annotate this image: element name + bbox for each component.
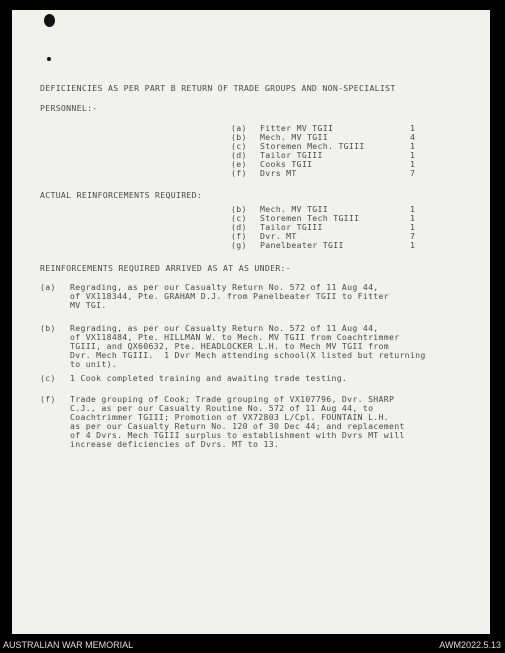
punch-hole-mark (44, 14, 55, 27)
list-item-trade: Fitter MV TGII (260, 123, 334, 133)
para-a-line: Regrading, as per our Casualty Return No. 572 of 11 Aug 44, (70, 282, 379, 292)
list-item-letter: (c) (231, 213, 247, 223)
list-item-trade: Dvrs MT (260, 168, 297, 178)
list-item-letter: (b) (231, 204, 247, 214)
list-item-qty: 1 (410, 222, 416, 232)
para-b-line: of VX118484, Pte. HILLMAN W. to Mech. MV TGII from Coachtrimmer (70, 332, 400, 342)
list-item-trade: Storemen Tech TGIII (260, 213, 360, 223)
para-a-line: of VX118344, Pte. GRAHAM D.J. from Panelbeater TGII to Fitter (70, 291, 389, 301)
para-c-letter: (c) (40, 373, 56, 383)
list-item-qty: 1 (410, 159, 416, 169)
list-item-qty: 1 (410, 240, 416, 250)
list-item-trade: Cooks TGII (260, 159, 313, 169)
para-a-line: MV TGI. (70, 300, 107, 310)
pencil-arrow-mark (47, 57, 51, 61)
list-item-letter: (d) (231, 222, 247, 232)
list-item-letter: (a) (231, 123, 247, 133)
list-item-letter: (d) (231, 150, 247, 160)
para-f-line: Coachtrimmer TGIII; Promotion of VX72803 L/Cpl. FOUNTAIN L.H. (70, 412, 389, 422)
para-f-line: as per our Casualty Return No. 120 of 30 Dec 44; and replacement (70, 421, 405, 431)
list-item-letter: (f) (231, 231, 247, 241)
heading-actual-reinforcements: ACTUAL REINFORCEMENTS REQUIRED: (40, 190, 203, 200)
para-c-line: 1 Cook completed training and awaiting trade testing. (70, 373, 348, 383)
footer-credit: AUSTRALIAN WAR MEMORIAL (3, 640, 134, 650)
list-item-qty: 1 (410, 123, 416, 133)
heading-personnel: PERSONNEL:- (40, 103, 98, 113)
para-b-letter: (b) (40, 323, 56, 333)
heading-reinforcements-arrived: REINFORCEMENTS REQUIRED ARRIVED AS AT AS UNDER:- (40, 263, 292, 273)
list-item-letter: (c) (231, 141, 247, 151)
list-item-qty: 7 (410, 231, 416, 241)
list-item-qty: 7 (410, 168, 416, 178)
list-item-qty: 4 (410, 132, 416, 142)
list-item-letter: (f) (231, 168, 247, 178)
list-item-letter: (b) (231, 132, 247, 142)
para-b-line: TGIII, and QX60632, Pte. HEADLOCKER L.H. to Mech MV TGII from (70, 341, 389, 351)
list-item-trade: Tailor TGIII (260, 222, 323, 232)
list-item-letter: (e) (231, 159, 247, 169)
list-item-trade: Mech. MV TGII (260, 204, 328, 214)
list-item-trade: Storemen Mech. TGIII (260, 141, 365, 151)
list-item-letter: (g) (231, 240, 247, 250)
list-item-trade: Panelbeater TGII (260, 240, 344, 250)
list-item-trade: Dvr. MT (260, 231, 297, 241)
footer-reference: AWM2022.5.13 (439, 640, 501, 650)
para-f-line: of 4 Dvrs. Mech TGIII surplus to establishment with Dvrs MT will (70, 430, 405, 440)
para-f-letter: (f) (40, 394, 56, 404)
list-item-qty: 1 (410, 141, 416, 151)
para-f-line: increase deficiencies of Dvrs. MT to 13. (70, 439, 280, 449)
para-f-line: Trade grouping of Cook; Trade grouping of VX107796, Dvr. SHARP (70, 394, 395, 404)
para-b-line: Dvr. Mech TGIII. 1 Dvr Mech attending school(X listed but returning (70, 350, 426, 360)
list-item-qty: 1 (410, 213, 416, 223)
list-item-qty: 1 (410, 150, 416, 160)
document-page (12, 10, 490, 634)
list-item-qty: 1 (410, 204, 416, 214)
para-b-line: Regrading, as per our Casualty Return No. 572 of 11 Aug 44, (70, 323, 379, 333)
list-item-trade: Mech. MV TGII (260, 132, 328, 142)
heading-deficiencies: DEFICIENCIES AS PER PART B RETURN OF TRADE GROUPS AND NON-SPECIALIST (40, 83, 396, 93)
para-a-letter: (a) (40, 282, 56, 292)
para-b-line: to unit). (70, 359, 118, 369)
list-item-trade: Tailor TGIII (260, 150, 323, 160)
para-f-line: C.J., as per our Casualty Routine No. 572 of 11 Aug 44, to (70, 403, 374, 413)
